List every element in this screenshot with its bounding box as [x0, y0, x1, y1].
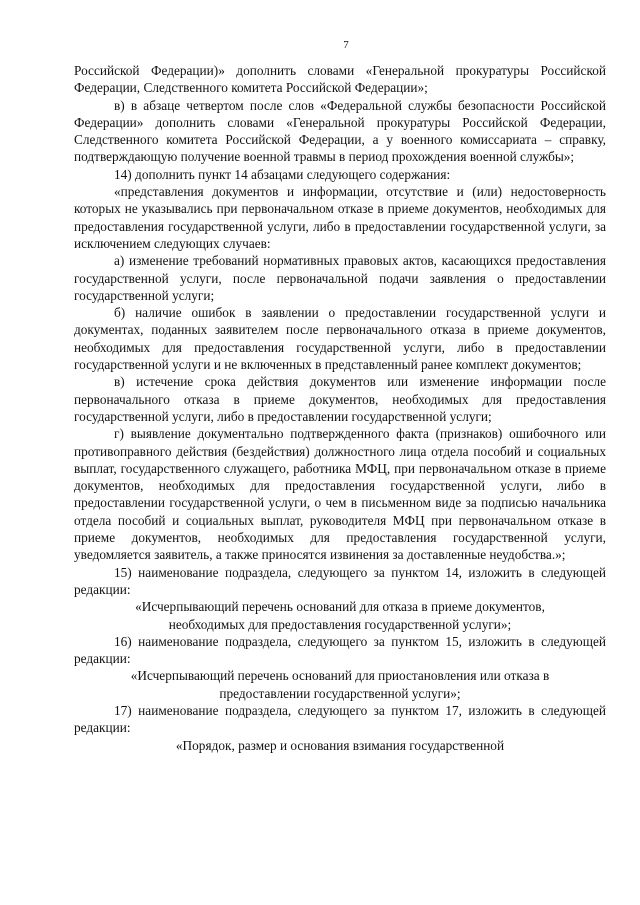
paragraph: 17) наименование подраздела, следующего за пунктом 17, изложить в следующей редакции: [74, 702, 606, 736]
paragraph: «представления документов и информации, отсутствие и (или) недостоверность которых не указывались при первоначальном отказе в приеме документов, необходимых для предоставления государственной услуги, либо в предоставлении государственной услуги, за исключением следующих случаев: [74, 184, 606, 251]
document-body [74, 62, 606, 754]
page-number: 7 [343, 39, 349, 51]
paragraph: в) истечение срока действия документов или изменение информации после первоначального отказа в приеме документов, необходимых для предоставления государственной услуги, либо в предоставлении государственной услуги; [74, 374, 606, 424]
paragraph: в) в абзаце четвертом после слов «Федеральной службы безопасности Российской Федерации» дополнить словами «Генеральной прокуратуры Российской Федерации, Следственного комитета Российской Федерации, а у военного комиссариата – справку, подтверждающую получение военной травмы в период прохождения военной службы»; [74, 97, 606, 165]
subsection-title: «Исчерпывающий перечень оснований для приостановления или отказа в предоставлении государственной услуги»; [130, 668, 550, 701]
subsection-title: «Исчерпывающий перечень оснований для отказа в приеме документов, необходимых для предоставления государственной услуги»; [135, 599, 545, 632]
subsection-title: «Порядок, размер и основания взимания государственной [175, 737, 505, 753]
paragraph: б) наличие ошибок в заявлении о предоставлении государственной услуги и документах, поданных заявителем после первоначального отказа в приеме документов, необходимых для предоставления государственной услуги, либо в предоставлении государственной услуги и не включенных в представленный ранее комплект документов; [74, 305, 606, 373]
paragraph: Российской Федерации)» дополнить словами «Генеральной прокуратуры Российской Федерации, Следственного комитета Российской Федерации»; [74, 63, 606, 96]
paragraph: 14) дополнить пункт 14 абзацами следующего содержания: [114, 166, 451, 182]
paragraph: 16) наименование подраздела, следующего за пунктом 15, изложить в следующей редакции: [74, 633, 606, 667]
paragraph: 15) наименование подраздела, следующего за пунктом 14, изложить в следующей редакции: [74, 564, 606, 597]
paragraph: а) изменение требований нормативных правовых актов, касающихся предоставления государственной услуги, после первоначальной подачи заявления о предоставлении государственной услуги; [74, 253, 606, 303]
paragraph: г) выявление документально подтвержденного факта (признаков) ошибочного или противоправного действия (бездействия) должностного лица отдела пособий и социальных выплат, государственного служащего, работника МФЦ, при первоначальном отказе в приеме документов, необходимых для предоставления государственной услуги, либо в предоставлении государственной услуги, о чем в письменном виде за подписью начальника отдела пособий и социальных выплат, руководителя МФЦ при первоначальном отказе в приеме документов, необходимых для предоставления государственной услуги, уведомляется заявитель, а также приносятся извинения за доставленные неудобства.»; [74, 426, 606, 563]
